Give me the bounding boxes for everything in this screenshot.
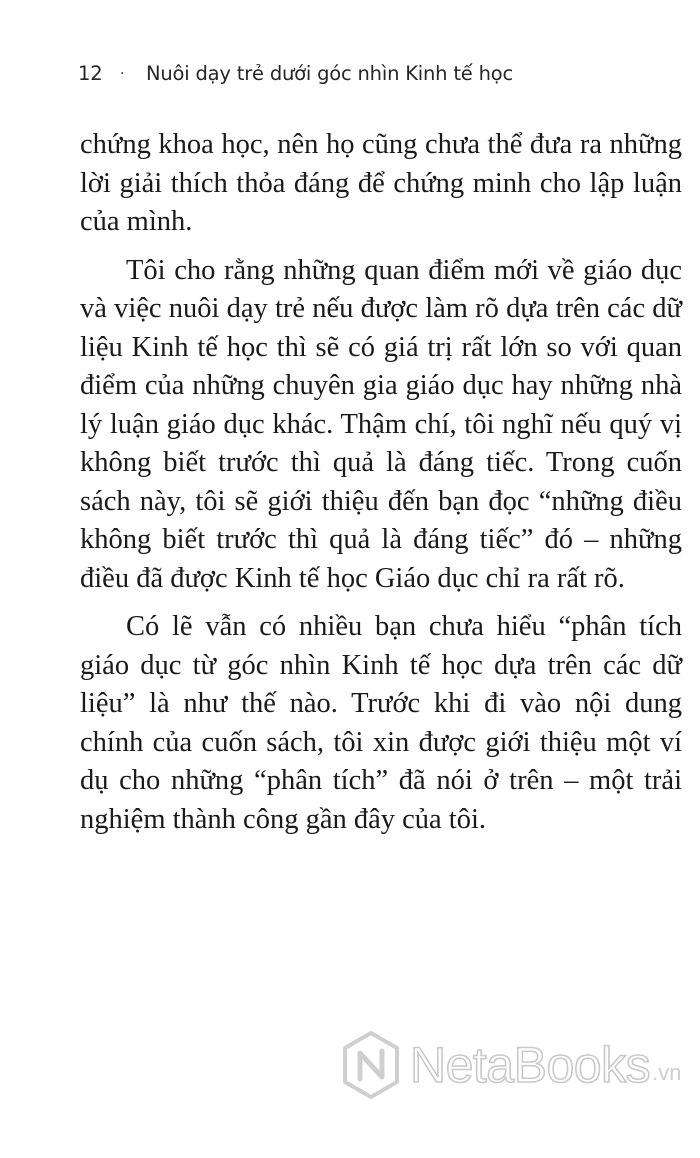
watermark-brand: NetaBooks bbox=[410, 1037, 651, 1093]
watermark-tld: .vn bbox=[652, 1060, 682, 1085]
running-header bbox=[78, 62, 513, 85]
page-number: 12 bbox=[78, 62, 103, 85]
paragraph-3: Có lẽ vẫn có nhiều bạn chưa hiểu “phân tích giáo dục từ góc nhìn Kinh tế học dựa trên các dữ liệu” là như thế nào. Trước khi đi vào nội dung chính của cuốn sách, tôi xin được giới thiệu một ví dụ cho những “phân tích” đã nói ở trên – một trải nghiệm thành công gần đây của tôi. bbox=[80, 611, 682, 835]
body-text bbox=[80, 126, 682, 849]
paragraph-1: chứng khoa học, nên họ cũng chưa thể đưa ra những lời giải thích thỏa đáng để chứng minh cho lập luận của mình. bbox=[80, 129, 682, 237]
netabooks-logo-icon bbox=[340, 1030, 402, 1100]
header-separator: · bbox=[120, 66, 125, 82]
book-title: Nuôi dạy trẻ dưới góc nhìn Kinh tế học bbox=[146, 62, 513, 85]
watermark bbox=[340, 1020, 685, 1110]
paragraph-2: Tôi cho rằng những quan điểm mới về giáo dục và việc nuôi dạy trẻ nếu được làm rõ dựa trên các dữ liệu Kinh tế học thì sẽ có giá trị rất lớn so với quan điểm của những chuyên gia giáo dục hay những nhà lý luận giáo dục khác. Thậm chí, tôi nghĩ nếu quý vị không biết trước thì quả là đáng tiếc. Trong cuốn sách này, tôi sẽ giới thiệu đến bạn đọc “những điều không biết trước thì quả là đáng tiếc” đó – những điều đã được Kinh tế học Giáo dục chỉ ra rất rõ. bbox=[80, 254, 682, 594]
